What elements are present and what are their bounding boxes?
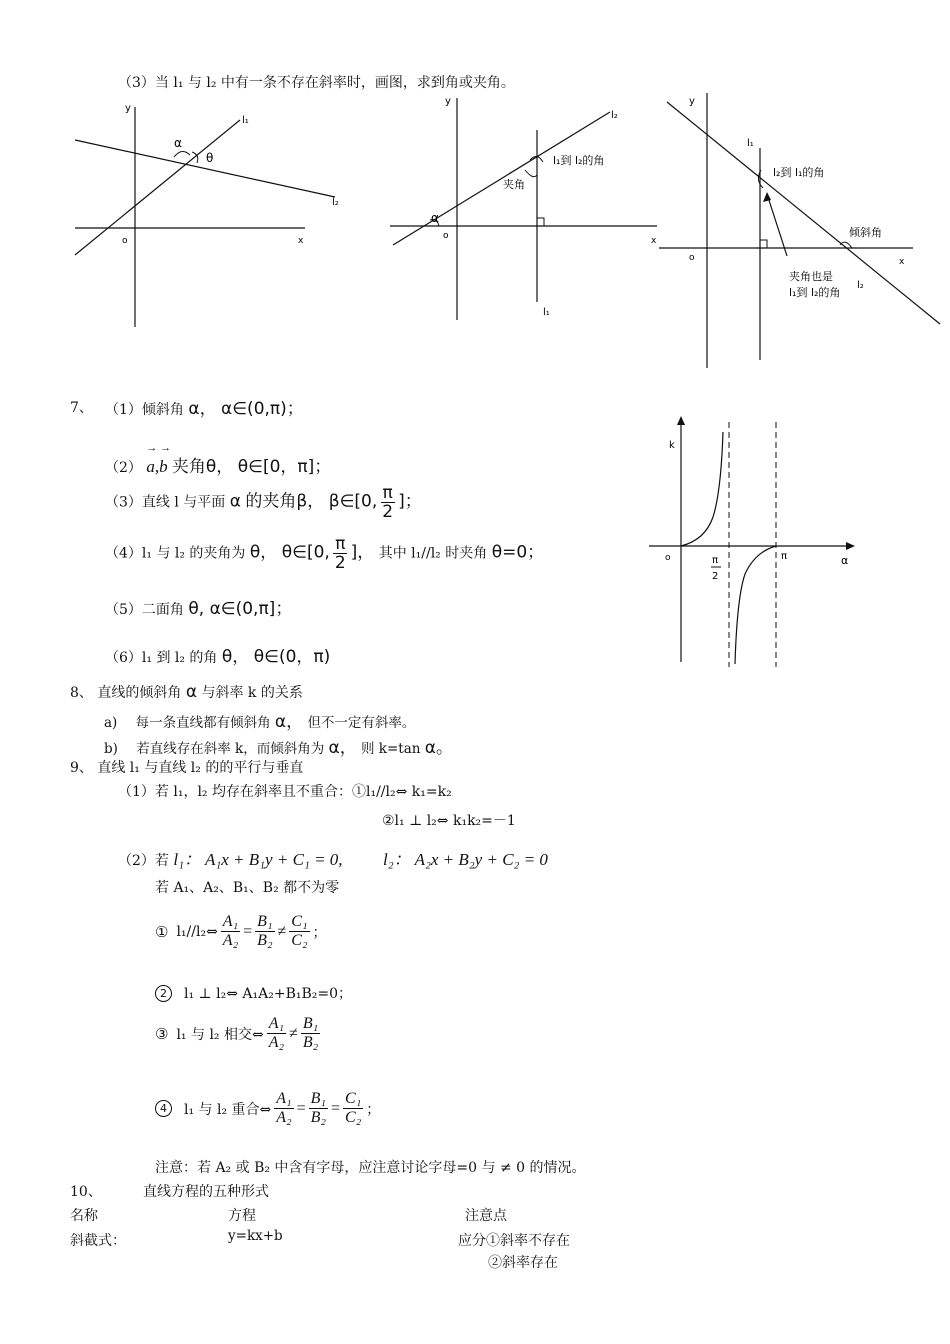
item9-c3-ne: ≠ [289,1024,298,1042]
fig3-pointer [767,194,787,256]
item7-l3-label: （3）直线 l 与平面 [105,494,226,511]
item7-line2 [105,442,332,477]
item7-l3-text: 的夹角β， [245,491,325,512]
item9-p2-eq2: l₂： A₂x + B₂y + C₂ = 0 [383,850,548,869]
item9-c4-c2: C₂ [345,1109,362,1126]
fig2-line-l2 [393,112,610,245]
fig2-x-label: x [651,236,657,246]
item9-c1-semi: ； [312,924,327,941]
item10-row-note2: ②斜率存在 [488,1255,558,1271]
item8-a-text: 每一条直线都有倾斜角 [135,715,271,731]
item9-c1-a2: A₂ [222,932,239,949]
item9-c3-frac-a [267,1015,286,1052]
fig1-line-l1 [75,120,240,255]
item10-row-name: 斜截式： [70,1233,126,1249]
fig2-y-label: y [445,96,451,107]
item9-c4-mark: 4 [155,1100,172,1117]
item9-c1-frac-c [289,913,309,950]
item7-l6-sym: θ， [221,647,250,667]
fig4-curve-left [681,432,723,546]
item10-number: 10、 [70,1184,102,1200]
item9-c4-text: l₁ 与 l₂ 重合⇔ [184,1101,272,1118]
figure-3 [655,88,945,373]
item9-c1-b2: B₂ [257,932,273,949]
item7-line3 [105,484,422,521]
fig4-halfpi-den: 2 [712,571,719,582]
item9-p2-label: （2）若 [118,853,169,869]
fig2-included-arc [525,170,537,177]
item7-l1-range: α∈(0,π)； [221,399,304,419]
item7-l4-num: π [335,534,346,554]
item10-header-name: 名称 [70,1208,98,1224]
fig1-alpha-arc [174,151,190,157]
figure-4 [645,412,860,667]
fig1-l2-label: l₂ [332,197,339,208]
item10-row-eq: y=kx+b [228,1228,283,1244]
item7-l4-note-end: θ=0； [491,542,545,563]
item7-l3-den: 2 [382,502,394,522]
item7-line6 [105,642,330,667]
item9-c1-eq: = [243,922,253,940]
item8-b-sym: α， [328,738,357,758]
fig2-included-label: 夹角 [503,178,525,191]
item7-l2-range: θ∈[0，π]； [237,457,332,477]
item9-c4-semi: ； [366,1101,381,1118]
item7-l4-note: 其中 l₁//l₂ 时夹角 [378,545,488,562]
item9-c1-c2: C₂ [291,932,308,949]
item9-c4-frac-a [274,1090,293,1127]
fig3-y-label: y [689,96,695,107]
item9-c1-frac-a [221,913,240,950]
fig2-angle-note: l₁到 l₂的角 [553,154,605,167]
figure-1 [70,95,355,335]
fig3-note-1: 夹角也是 [789,270,833,283]
item9-c3-frac-b [301,1015,320,1052]
fig4-halfpi-num: π [712,555,719,566]
item9-c3-b1: B₁ [302,1015,319,1032]
item8-title-text: 8、 直线的倾斜角 [70,685,182,701]
item9-c1-b1: B₁ [257,913,273,930]
fig1-l1-label: l₁ [242,115,249,126]
item7-l4-range-post: ]， [350,542,375,563]
item7-l2-vec: a,b [146,457,168,476]
item8-b-end: 则 k=tan [361,741,421,757]
fig4-alpha-label: α [841,554,849,567]
item9-c3-text: l₁ 与 l₂ 相交⇔ [176,1026,264,1043]
fig1-theta-label: θ [206,151,214,165]
item7-l3-range-pre: β∈[0, [328,491,378,512]
item9-c4-frac-b [309,1090,328,1127]
item8-a [104,707,415,732]
item9-c3-mark: ③ [155,1024,169,1043]
item7-l6-label: （6）l₁ 到 l₂ 的角 [105,650,218,666]
fig2-l1-label: l₁ [543,307,550,318]
item9-c1 [155,913,327,950]
fig3-l2-label: l₂ [857,280,864,291]
item9-c1-frac-b [255,913,274,950]
item10-title: 直线方程的五种形式 [143,1184,269,1200]
item9-c1-ne: ≠ [277,922,287,940]
item8-a-end: 但不一定有斜率。 [307,715,416,731]
item7-line4 [105,535,544,572]
fig4-origin-label: o [665,553,671,563]
fig1-origin-label: o [122,236,128,246]
item7-l3-fraction [380,484,395,521]
fig2-l2-label: l₂ [611,110,618,121]
item7-l5-label: （5）二面角 [105,602,184,618]
item8-title [70,682,303,702]
item8-b [104,733,453,758]
item9-p2-eq1: l₁： A₁x + B₁y + C₁ = 0, [173,850,343,869]
fig1-x-label: x [298,236,304,246]
fig3-l1-label: l₁ [747,138,754,149]
item9-c1-mark: ① [155,922,169,941]
item9-c2-mark: 2 [155,985,172,1002]
item7-l4-den: 2 [334,553,346,573]
item7-l3-num: π [382,483,393,503]
item9-c2-text: l₁ ⊥ l₂⇔ A₁A₂+B₁B₂=0； [184,986,353,1002]
item7-number: 7、 [70,400,93,416]
item7-l4-fraction [333,535,348,572]
fig3-x-label: x [899,257,905,267]
item8-a-label: a) [104,715,118,731]
item7-l3-range-post: ]； [398,491,422,512]
item9-c2 [155,983,352,1003]
item9-c1-text: l₁//l₂⇔ [176,923,218,940]
fig1-y-label: y [125,103,131,114]
fig2-origin-label: o [443,231,449,241]
item7-l3-sym: α [229,491,241,512]
fig1-alpha-label: α [174,136,182,150]
item9-c4-b2: B₂ [310,1109,326,1126]
item8-b-label: b) [104,741,118,757]
item8-a-sym: α， [274,712,304,732]
item9-c4-frac-c [343,1090,363,1127]
fig4-alpha-arrow [846,542,855,550]
fig3-right-angle [760,240,767,248]
item7-l4-range-pre: θ∈[0, [281,542,330,563]
fig3-origin-label: o [689,253,695,263]
item9-c1-c1: C₁ [291,913,308,930]
fig3-pointer-head [763,192,771,202]
fig4-pi-label: π [781,551,788,562]
fig2-right-angle [537,218,544,226]
item8-b-end-sym: α。 [424,738,453,758]
item10-row-note1: 应分①斜率不存在 [458,1233,570,1249]
item9-c3 [155,1015,323,1052]
item9-c4-a1: A₁ [276,1090,292,1107]
item7-l4-sym: θ， [249,542,278,563]
item7-l1-label: （1）倾斜角 [105,402,184,418]
figure-2 [385,90,665,325]
item9-p2-cond: 若 A₁、A₂、B₁、B₂ 都不为零 [155,880,340,896]
item7-l2-text: 夹角θ， [171,457,234,477]
item7-l5-range: θ, α∈(0,π]； [188,599,293,619]
fig2-alpha-label: α [431,211,439,225]
item9-p1: （1）若 l₁，l₂ 均存在斜率且不重合：①l₁//l₂⇔ k₁=k₂ [118,784,452,800]
item9-c4-b1: B₁ [310,1090,326,1107]
item9-c3-a2: A₂ [268,1034,285,1051]
item9-c4 [155,1090,380,1127]
item9-c4-a2: A₂ [276,1109,292,1126]
item7-l6-range: θ∈(0，π) [253,647,331,667]
item10-header-note: 注意点 [465,1208,507,1224]
fig3-incline-label: 倾斜角 [849,226,882,239]
item7-l4-label: （4）l₁ 与 l₂ 的夹角为 [105,545,246,562]
item7-line1 [105,394,304,419]
item8-title-end: 与斜率 k 的关系 [201,685,303,701]
item9-p1b: ②l₁ ⊥ l₂⇔ k₁k₂=－1 [382,813,516,829]
item9-p2 [118,845,548,870]
fig4-curve-right [735,546,776,664]
item8-title-sym: α [185,682,198,702]
item9-c3-b2: B₂ [302,1034,319,1051]
section-intro: （3）当 l₁ 与 l₂ 中有一条不存在斜率时，画图，求到角或夹角。 [118,75,515,91]
fig4-k-label: k [669,440,675,451]
fig3-angle-note: l₂到 l₁的角 [773,166,825,179]
fig4-k-arrow [677,416,685,425]
item7-l1-sym: α， [188,399,217,419]
item7-l2-vectors: → → a,b [146,442,172,476]
item9-title: 9、 直线 l₁ 与直线 l₂ 的的平行与垂直 [70,760,304,776]
item9-c4-eq2: = [330,1099,341,1117]
item9-note: 注意：若 A₂ 或 B₂ 中含有字母，应注意讨论字母=0 与 ≠ 0 的情况。 [155,1160,586,1176]
item7-l2-label: （2） [105,460,142,476]
item9-c1-a1: A₁ [222,913,239,930]
item10-header-eq: 方程 [228,1208,256,1224]
item8-b-text: 若直线存在斜率 k，而倾斜角为 [136,741,325,757]
item7-line5 [105,594,292,619]
item9-c4-eq1: = [296,1099,306,1117]
item9-c4-c1: C₁ [345,1090,362,1107]
item9-c3-a1: A₁ [268,1015,285,1032]
fig3-note-2: l₁到 l₂的角 [789,286,841,299]
